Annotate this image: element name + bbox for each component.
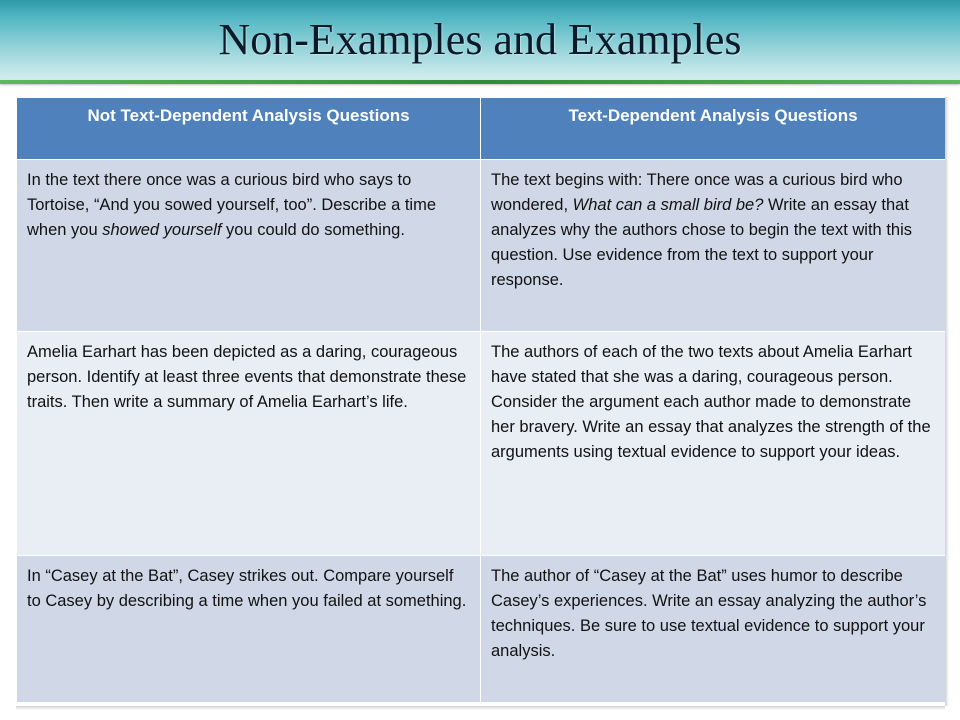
- cell-emphasis: What can a small bird be?: [572, 196, 764, 214]
- header-examples: Text-Dependent Analysis Questions: [481, 98, 946, 160]
- cell-text: Write an essay that analyzes why the authors chose to begin the text with this question. Use evidence from the text to support your response.: [491, 196, 912, 289]
- table-header-row: [17, 98, 946, 160]
- example-cell: The authors of each of the two texts about Amelia Earhart have stated that she was a daring, courageous person. Consider the argument each author made to demonstrate her bravery. Write an essay that analyzes the strength of the arguments using textual evidence to support your ideas.: [481, 332, 946, 556]
- cell-text: The text begins with: There once was a curious bird who wondered,: [491, 171, 903, 214]
- example-cell: The author of “Casey at the Bat” uses humor to describe Casey’s experiences. Write an essay analyzing the author’s techniques. Be sure to use textual evidence to support your analysis.: [481, 556, 946, 703]
- example-cell: [481, 160, 946, 332]
- comparison-table: [16, 97, 946, 703]
- non-example-cell: Amelia Earhart has been depicted as a daring, courageous person. Identify at least three events that demonstrate these traits. Then write a summary of Amelia Earhart’s life.: [17, 332, 481, 556]
- table-shadow-bottom: [16, 706, 945, 710]
- table-row: [17, 556, 946, 703]
- table-shadow-right: [945, 97, 949, 706]
- cell-text: you could do something.: [221, 221, 405, 239]
- table-row: [17, 160, 946, 332]
- banner-divider: [0, 80, 960, 84]
- table-row: [17, 332, 946, 556]
- cell-emphasis: showed yourself: [102, 221, 222, 239]
- non-example-cell: [17, 160, 481, 332]
- header-non-examples: Not Text-Dependent Analysis Questions: [17, 98, 481, 160]
- non-example-cell: In “Casey at the Bat”, Casey strikes out. Compare yourself to Casey by describing a time when you failed at something.: [17, 556, 481, 703]
- cell-text: In the text there once was a curious bird who says to Tortoise, “And you sowed yourself, too”. Describe a time when you: [27, 171, 437, 239]
- slide-title: Non-Examples and Examples: [218, 15, 742, 64]
